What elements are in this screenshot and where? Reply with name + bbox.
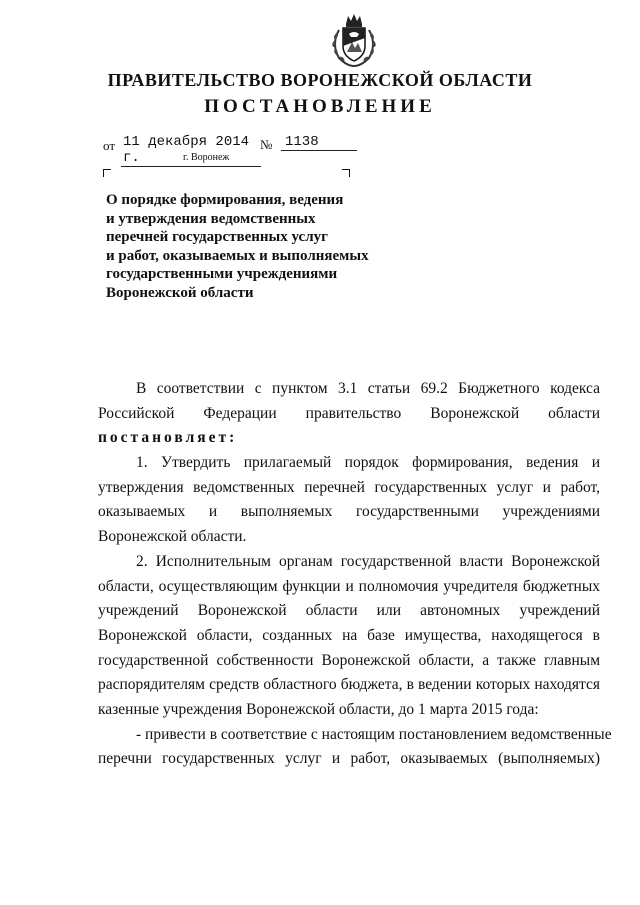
body-line: Воронежской области. bbox=[98, 528, 247, 546]
body-line: оказываемых и выполняемых государственными учреждениями bbox=[98, 503, 600, 521]
body-line: Российской Федерации правительство Воронежской области bbox=[98, 404, 600, 422]
resolves-word: постановляет: bbox=[98, 429, 238, 447]
body-line: Воронежской области, созданных на базе имущества, находящегося в bbox=[98, 626, 600, 644]
subject-line: перечней государственных услуг bbox=[106, 229, 328, 245]
body-line: утверждения ведомственных перечней государственных услуг и работ, bbox=[98, 478, 600, 496]
body-line: учреждений Воронежской области или автономных учреждений bbox=[98, 602, 600, 620]
document-body bbox=[98, 377, 612, 772]
document-date: 11 декабря 2014 г. bbox=[121, 134, 261, 167]
corner-mark-right bbox=[342, 169, 350, 177]
body-line: области, осуществляющим функции и полномочия учредителя бюджетных bbox=[98, 577, 600, 595]
number-label: № bbox=[260, 137, 273, 152]
subject-line: и работ, оказываемых и выполняемых bbox=[106, 247, 369, 264]
subject-line: и утверждения ведомственных bbox=[106, 210, 316, 227]
government-title: ПРАВИТЕЛЬСТВО ВОРОНЕЖСКОЙ ОБЛАСТИ bbox=[107, 70, 533, 90]
subject-line: О порядке формирования, ведения bbox=[106, 192, 344, 208]
body-line: перечни государственных услуг и работ, оказываемых (выполняемых) bbox=[98, 750, 600, 768]
from-label: от bbox=[103, 138, 116, 153]
body-line: казенные учреждения Воронежской области, до 1 марта 2015 года: bbox=[98, 700, 539, 718]
body-line: 2. Исполнительным органам государственной власти Воронежской bbox=[136, 552, 600, 570]
document-type-title: ПОСТАНОВЛЕНИЕ bbox=[204, 96, 436, 117]
city-label: г. Воронеж bbox=[183, 152, 230, 163]
subject-line: государственными учреждениями bbox=[106, 266, 338, 282]
body-line: распорядителям средств областного бюджета, в ведении которых находятся bbox=[98, 676, 600, 694]
body-line: - привести в соответствие с настоящим постановлением ведомственные bbox=[136, 725, 612, 743]
body-line: В соответствии с пунктом 3.1 статьи 69.2 Бюджетного кодекса bbox=[136, 380, 600, 397]
document-subject bbox=[106, 191, 396, 302]
document-number: 1138 bbox=[281, 134, 357, 151]
body-line: 1. Утвердить прилагаемый порядок формирования, ведения и bbox=[136, 454, 600, 472]
subject-line: Воронежской области bbox=[106, 284, 254, 301]
body-line: государственной собственности Воронежской области, а также главным bbox=[98, 651, 600, 669]
corner-mark-left bbox=[103, 169, 111, 177]
coat-of-arms-emblem bbox=[325, 12, 383, 70]
